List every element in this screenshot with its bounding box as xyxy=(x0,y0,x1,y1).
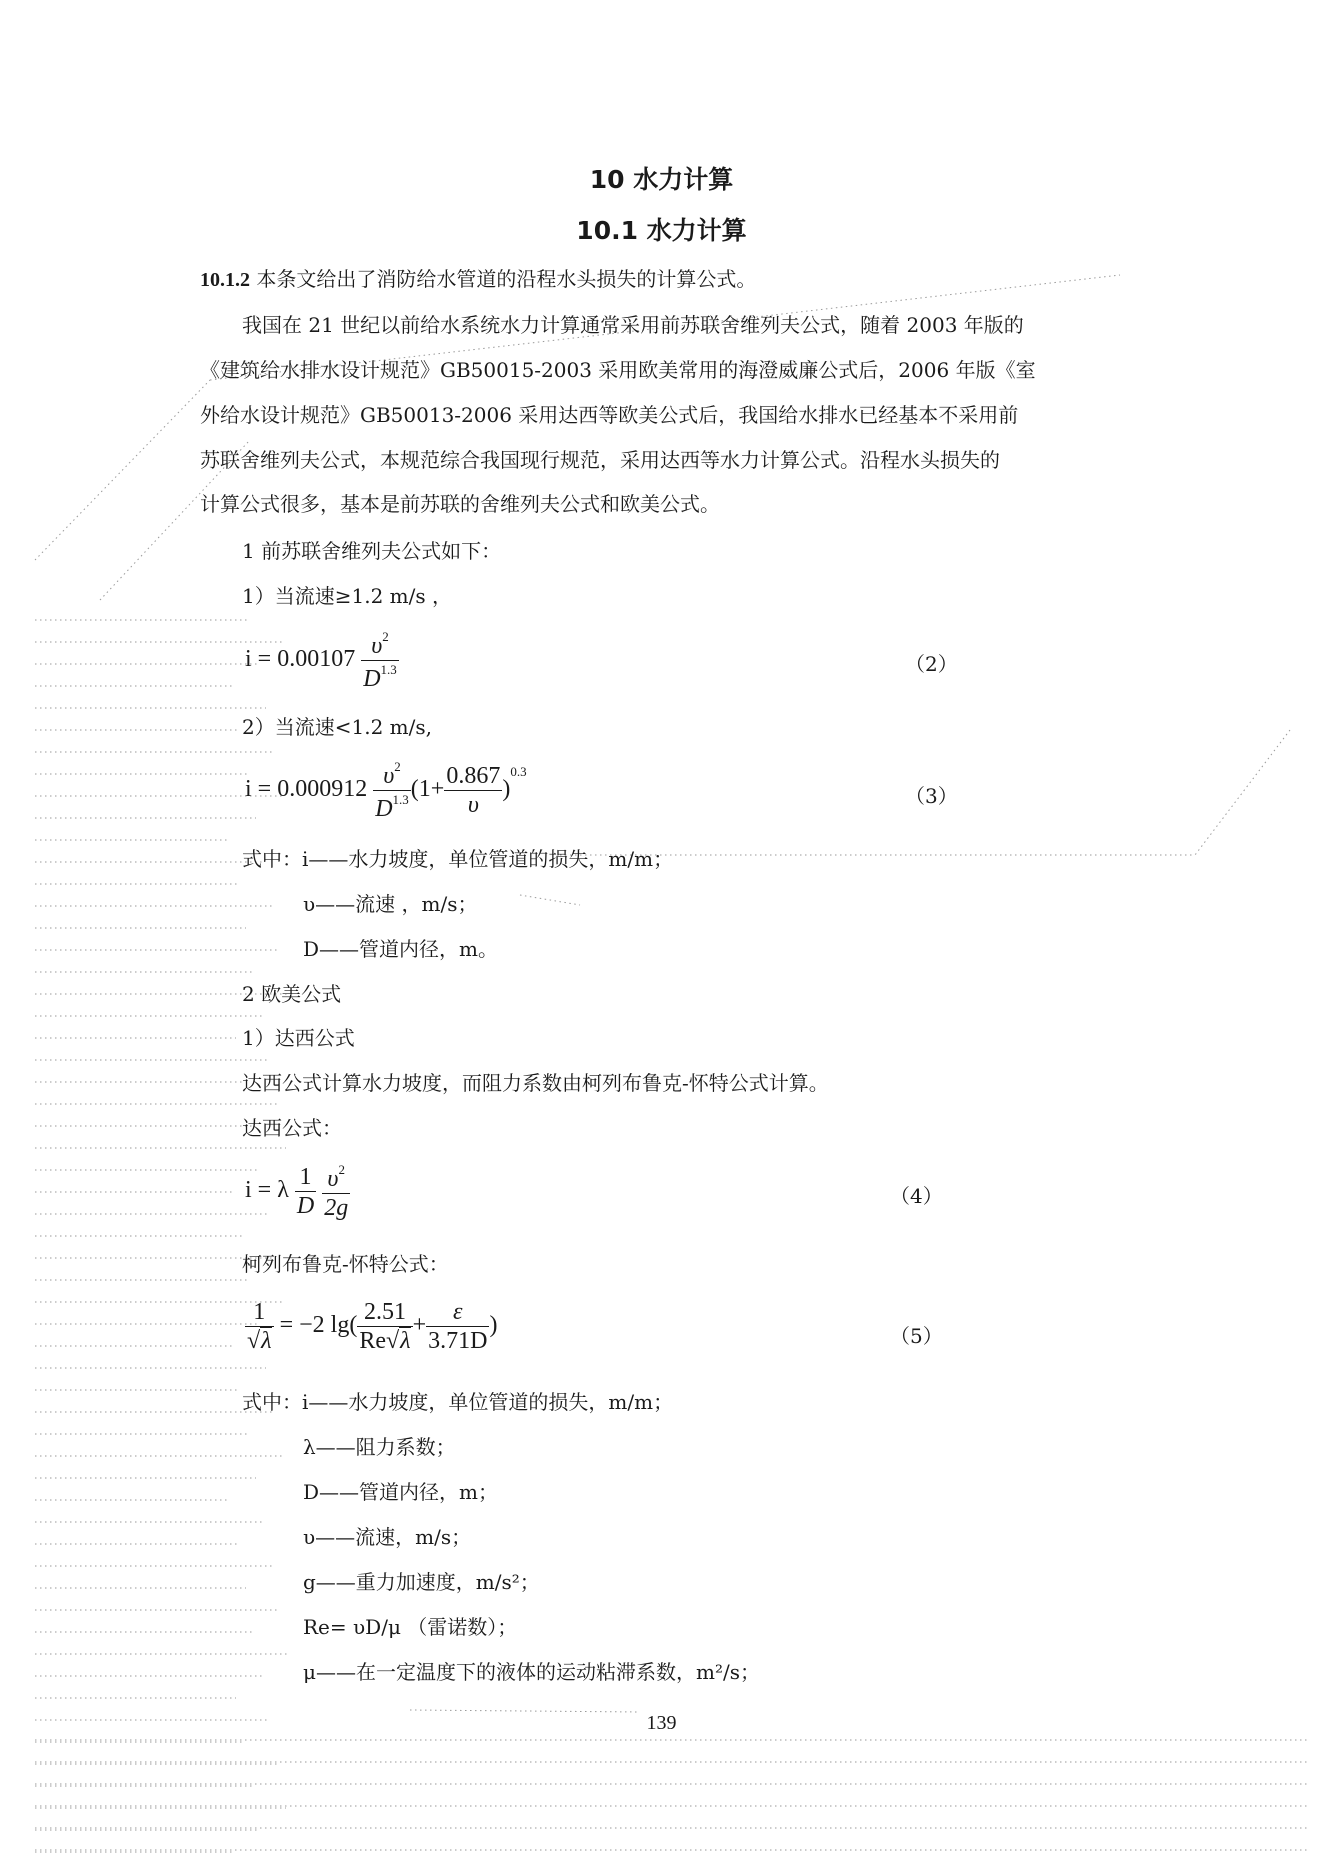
eq5-equals: = −2 lg( xyxy=(279,1312,358,1339)
where2-line-3: D——管道内径，m； xyxy=(303,1480,498,1504)
eq5-f1-den-lambda: λ xyxy=(400,1328,411,1354)
equation-3 xyxy=(245,760,527,821)
eq4-f2-num-exp: 2 xyxy=(338,1162,345,1177)
eq4-f1-num: 1 xyxy=(295,1165,316,1192)
equation-5-number: （5） xyxy=(890,1324,943,1348)
where2-line-1: 式中：i——水力坡度，单位管道的损失，m/m； xyxy=(242,1390,674,1414)
where2-line-6: Re= υD/μ （雷诺数）； xyxy=(303,1615,518,1639)
where2-line-5: g——重力加速度，m/s²； xyxy=(303,1570,540,1594)
eq5-fraction-1 xyxy=(357,1300,412,1353)
dotted-line xyxy=(1195,730,1290,855)
paragraph-line-3: 外给水设计规范》GB50013-2006 采用达西等欧美公式后，我国给水排水已经基本不采用前 xyxy=(200,403,1019,427)
eq3-fraction xyxy=(373,760,411,821)
where1-line-1: 式中：i——水力坡度，单位管道的损失，m/m； xyxy=(242,847,674,871)
eq3-inner-den: υ xyxy=(467,792,479,818)
eq5-f1-den-re: Re xyxy=(359,1328,386,1354)
eq3-paren-close: ) xyxy=(502,776,511,803)
eq3-paren-open: (1+ xyxy=(410,776,445,803)
eq2-num-exp: 2 xyxy=(382,629,389,644)
eq2-lhs: i = 0.00107 xyxy=(245,646,356,673)
eq5-plus: + xyxy=(412,1312,427,1339)
item1-heading: 1 前苏联舍维列夫公式如下： xyxy=(242,539,502,563)
paragraph-line-2: 《建筑给水排水设计规范》GB50015-2003 采用欧美常用的海澄威廉公式后，2006 年版《室 xyxy=(200,358,1036,382)
equation-3-number: （3） xyxy=(905,784,958,808)
eq5-l-num: 1 xyxy=(245,1300,274,1327)
item2-heading: 2 欧美公式 xyxy=(242,982,342,1006)
eq4-fraction-1 xyxy=(295,1165,316,1218)
item2-sub: 1）达西公式 xyxy=(242,1026,355,1050)
eq2-den-exp: 1.3 xyxy=(380,662,397,677)
eq2-fraction xyxy=(361,630,399,691)
eq4-f2-num: υ xyxy=(327,1166,339,1192)
equation-2-number: （2） xyxy=(905,652,958,676)
where2-line-4: υ——流速，m/s； xyxy=(303,1525,472,1549)
equation-2 xyxy=(245,630,399,691)
clause-number: 10.1.2 xyxy=(200,269,250,291)
cw-label: 柯列布鲁克-怀特公式： xyxy=(242,1252,449,1276)
page-number: 139 xyxy=(646,1712,677,1734)
eq3-inner-fraction xyxy=(444,764,502,817)
eq3-inner-num: 0.867 xyxy=(446,763,501,789)
eq4-f1-den: D xyxy=(296,1193,315,1219)
eq5-f1-num: 2.51 xyxy=(357,1300,412,1327)
eq3-den: D xyxy=(375,796,393,822)
clause-text: 本条文给出了消防给水管道的沿程水头损失的计算公式。 xyxy=(250,267,757,291)
chapter-title: 10 水力计算 xyxy=(589,165,734,194)
eq2-num: υ xyxy=(371,633,383,659)
eq5-close: ) xyxy=(489,1312,498,1339)
equation-5 xyxy=(245,1300,497,1353)
eq3-num: υ xyxy=(383,763,395,789)
eq5-f2-den: 3.71D xyxy=(428,1328,488,1354)
eq5-f2-num: ε xyxy=(426,1300,489,1327)
clause-line xyxy=(200,265,756,294)
eq5-sqrt-1: √λ xyxy=(247,1328,272,1354)
where1-line-3: D——管道内径，m。 xyxy=(303,937,498,961)
equation-4 xyxy=(245,1163,350,1220)
paragraph-line-1: 我国在 21 世纪以前给水系统水力计算通常采用前苏联舍维列夫公式，随着 2003 年版的 xyxy=(242,313,1024,337)
eq4-lhs: i = λ xyxy=(245,1177,289,1204)
eq4-fraction-2 xyxy=(322,1163,350,1220)
where1-line-2: υ——流速 ，m/s； xyxy=(303,892,478,916)
section-title: 10.1 水力计算 xyxy=(576,216,747,245)
eq2-den: D xyxy=(363,666,381,692)
equation-4-number: （4） xyxy=(890,1184,943,1208)
eq3-lhs: i = 0.000912 xyxy=(245,776,368,803)
darcy-description: 达西公式计算水力坡度，而阻力系数由柯列布鲁克-怀特公式计算。 xyxy=(242,1071,829,1095)
paragraph-line-5: 计算公式很多，基本是前苏联的舍维列夫公式和欧美公式。 xyxy=(200,492,720,516)
dotted-line xyxy=(520,895,580,905)
eq5-sqrt-2: √λ xyxy=(385,1328,411,1354)
eq3-den-exp: 1.3 xyxy=(392,792,409,807)
item1-case2: 2）当流速<1.2 m/s, xyxy=(242,715,432,739)
paragraph-line-4: 苏联舍维列夫公式，本规范综合我国现行规范，采用达西等水力计算公式。沿程水头损失的 xyxy=(200,448,1000,472)
eq5-lhs-fraction xyxy=(245,1300,274,1353)
where2-line-2: λ——阻力系数； xyxy=(303,1435,456,1459)
dotted-line xyxy=(35,380,210,560)
darcy-label: 达西公式： xyxy=(242,1116,342,1140)
where2-line-7: μ——在一定温度下的液体的运动粘滞系数，m²/s； xyxy=(303,1660,760,1684)
eq5-l-den: λ xyxy=(261,1328,272,1354)
item1-case1: 1）当流速≥1.2 m/s ， xyxy=(242,584,452,608)
eq3-exp: 0.3 xyxy=(510,764,527,780)
eq4-f2-den: 2g xyxy=(324,1195,349,1221)
eq3-num-exp: 2 xyxy=(394,759,401,774)
eq5-fraction-2 xyxy=(426,1300,489,1353)
